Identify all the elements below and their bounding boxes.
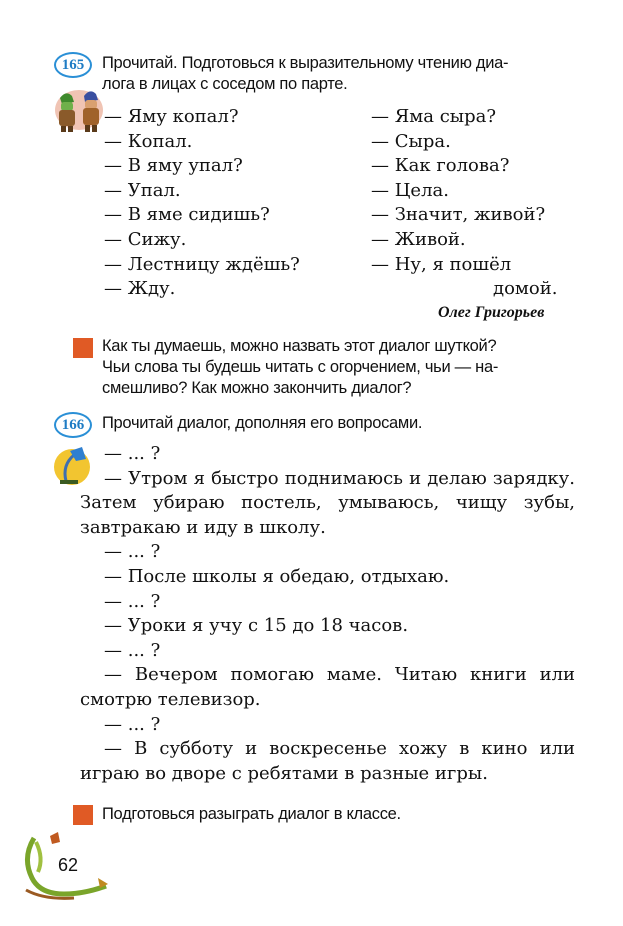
dialog-line: домой. <box>493 278 558 300</box>
dialog-line: — В яму упал? <box>104 155 243 177</box>
dialog-line: — Живой. <box>371 228 466 250</box>
dialog-line: — Сыра. <box>371 130 451 152</box>
dialog-line: — Значит, живой? <box>371 204 546 226</box>
dialog-line: — ... ? <box>104 639 161 661</box>
dialog-line: — ... ? <box>104 713 161 735</box>
dialog-line: — Упал. <box>104 179 181 201</box>
dialog-line: — ... ? <box>104 541 161 563</box>
dialog-line: — Уроки я учу с 15 до 18 часов. <box>104 615 409 637</box>
dialog-text <box>80 442 575 786</box>
author-signature: Олег Григорьев <box>438 304 545 321</box>
exercise-number-badge: 165 <box>54 52 92 78</box>
dialog-line: — Утром я быстро поднимаюсь и делаю зарядку. Затем убираю постель, умываюсь, чищу зубы, завтракаю и иду в школу. <box>80 467 575 538</box>
instruction-line: Прочитай. Подготовься к выразительному чтению диа- <box>102 54 509 72</box>
exercise-instruction: Прочитай диалог, дополняя его вопросами. <box>102 414 423 432</box>
dialog-left-column <box>104 105 300 302</box>
two-gnomes-icon <box>52 88 106 136</box>
exercise-number-badge: 166 <box>54 412 92 438</box>
dialog-line: — Вечером помогаю маме. Читаю книги или смотрю телевизор. <box>80 664 575 710</box>
dialog-line: — Яму копал? <box>104 106 239 127</box>
dialog-line: — Жду. <box>104 278 176 300</box>
dialog-line: — Цела. <box>371 179 449 201</box>
dialog-right-column <box>371 105 557 302</box>
dialog-line: — Ну, я пошёл <box>371 253 512 275</box>
dialog-line: — В яме сидишь? <box>104 204 270 226</box>
dialog-line: — Сижу. <box>104 228 187 250</box>
dialog-line: — Копал. <box>104 130 193 152</box>
discussion-questions <box>102 336 577 399</box>
page-number: 62 <box>58 855 79 875</box>
dialog-line: — В субботу и воскресенье хожу в кино или играю во дворе с ребятами в разные игры. <box>80 738 575 784</box>
dialog-line: — Лестницу ждёшь? <box>104 253 300 275</box>
exercise-instruction <box>102 53 582 95</box>
dialog-line: — Как голова? <box>371 155 510 177</box>
task-marker-icon <box>73 805 93 825</box>
task-marker-icon <box>73 338 93 358</box>
question-line: Как ты думаешь, можно назвать этот диалог шуткой? <box>102 337 497 355</box>
instruction-line: лога в лицах с соседом по парте. <box>102 75 348 93</box>
dialog-line: — ... ? <box>104 590 161 612</box>
question-line: смешливо? Как можно закончить диалог? <box>102 379 412 397</box>
dialog-line: — ... ? <box>104 443 161 464</box>
dialog-line: — Яма сыра? <box>371 106 497 127</box>
question-line: Чьи слова ты будешь читать с огорчением, чьи — на- <box>102 358 499 376</box>
dialog-line: — После школы я обедаю, отдыхаю. <box>104 565 450 587</box>
final-task: Подготовься разыграть диалог в классе. <box>102 805 401 823</box>
